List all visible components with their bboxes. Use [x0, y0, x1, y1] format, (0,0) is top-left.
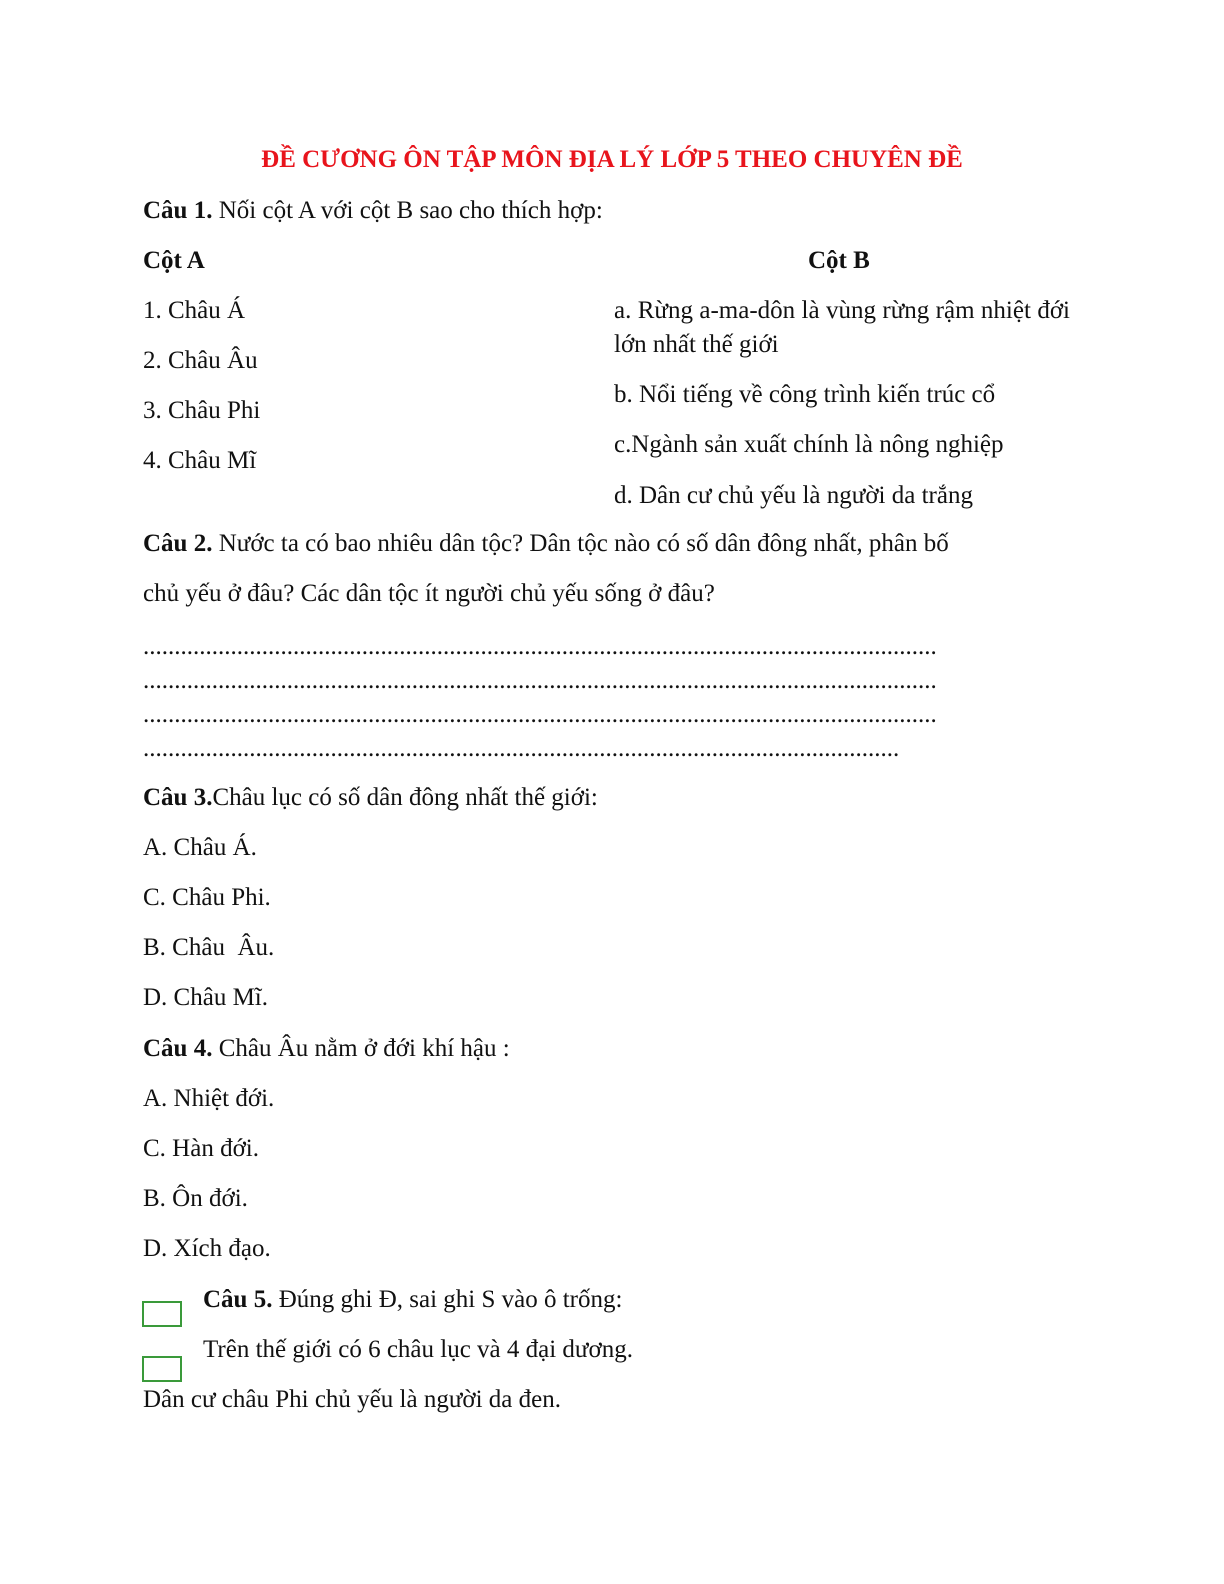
column-a-header: Cột A [143, 247, 205, 274]
question-2-text-line2: chủ yếu ở đâu? Các dân tộc ít người chủ yếu sống ở đâu? [143, 580, 715, 607]
question-5 [203, 1283, 622, 1317]
answer-line[interactable]: ............................................................................................................................... [143, 701, 937, 728]
question-3-text: Châu lục có số dân đông nhất thế giới: [212, 784, 598, 811]
column-b-item: c.Ngành sản xuất chính là nông nghiệp [614, 431, 1004, 458]
option[interactable]: C. Hàn đới. [143, 1135, 259, 1162]
question-2-text: Nước ta có bao nhiêu dân tộc? Dân tộc nào có số dân đông nhất, phân bố [212, 530, 949, 557]
option[interactable]: D. Xích đạo. [143, 1235, 271, 1262]
column-a-item: 4. Châu Mĩ [143, 447, 257, 474]
question-2 [143, 527, 949, 561]
option[interactable]: C. Châu Phi. [143, 884, 271, 911]
answer-line[interactable]: ............................................................................................................................... [143, 633, 937, 660]
page-title: ĐỀ CƯƠNG ÔN TẬP MÔN ĐỊA LÝ LỚP 5 THEO CHUYÊN ĐỀ [261, 146, 963, 173]
column-a-item: 2. Châu Âu [143, 347, 258, 374]
answer-line[interactable]: ......................................................................................................................... [143, 735, 900, 762]
question-4-text: Châu Âu nằm ở đới khí hậu : [212, 1035, 510, 1062]
column-b-item: b. Nổi tiếng về công trình kiến trúc cổ [614, 381, 996, 408]
option[interactable]: A. Nhiệt đới. [143, 1085, 275, 1112]
column-b-item: a. Rừng a-ma-dôn là vùng rừng rậm nhiệt đới lớn nhất thế giới [614, 297, 1070, 358]
question-4 [143, 1032, 510, 1066]
answer-box[interactable] [142, 1356, 182, 1382]
question-1-label: Câu 1. [143, 197, 213, 224]
question-5-label: Câu 5. [203, 1286, 273, 1313]
question-2-label: Câu 2. [143, 530, 213, 557]
option[interactable]: B. Châu Âu. [143, 934, 275, 961]
answer-line[interactable]: ............................................................................................................................... [143, 667, 937, 694]
option[interactable]: B. Ôn đới. [143, 1185, 248, 1212]
option[interactable]: A. Châu Á. [143, 834, 257, 861]
column-b-header: Cột B [808, 247, 870, 274]
statement: Dân cư châu Phi chủ yếu là người da đen. [143, 1386, 561, 1413]
statement: Trên thế giới có 6 châu lục và 4 đại dương. [203, 1336, 633, 1363]
answer-box[interactable] [142, 1301, 182, 1327]
question-3-label: Câu 3. [143, 784, 213, 811]
column-a-item: 1. Châu Á [143, 297, 246, 324]
column-b-item: d. Dân cư chủ yếu là người da trắng [614, 482, 973, 509]
question-1 [143, 194, 603, 228]
question-5-text: Đúng ghi Đ, sai ghi S vào ô trống: [272, 1286, 623, 1313]
option[interactable]: D. Châu Mĩ. [143, 984, 268, 1011]
column-a-item: 3. Châu Phi [143, 397, 261, 424]
question-3 [143, 781, 598, 815]
question-1-text: Nối cột A với cột B sao cho thích hợp: [212, 197, 603, 224]
question-4-label: Câu 4. [143, 1035, 213, 1062]
